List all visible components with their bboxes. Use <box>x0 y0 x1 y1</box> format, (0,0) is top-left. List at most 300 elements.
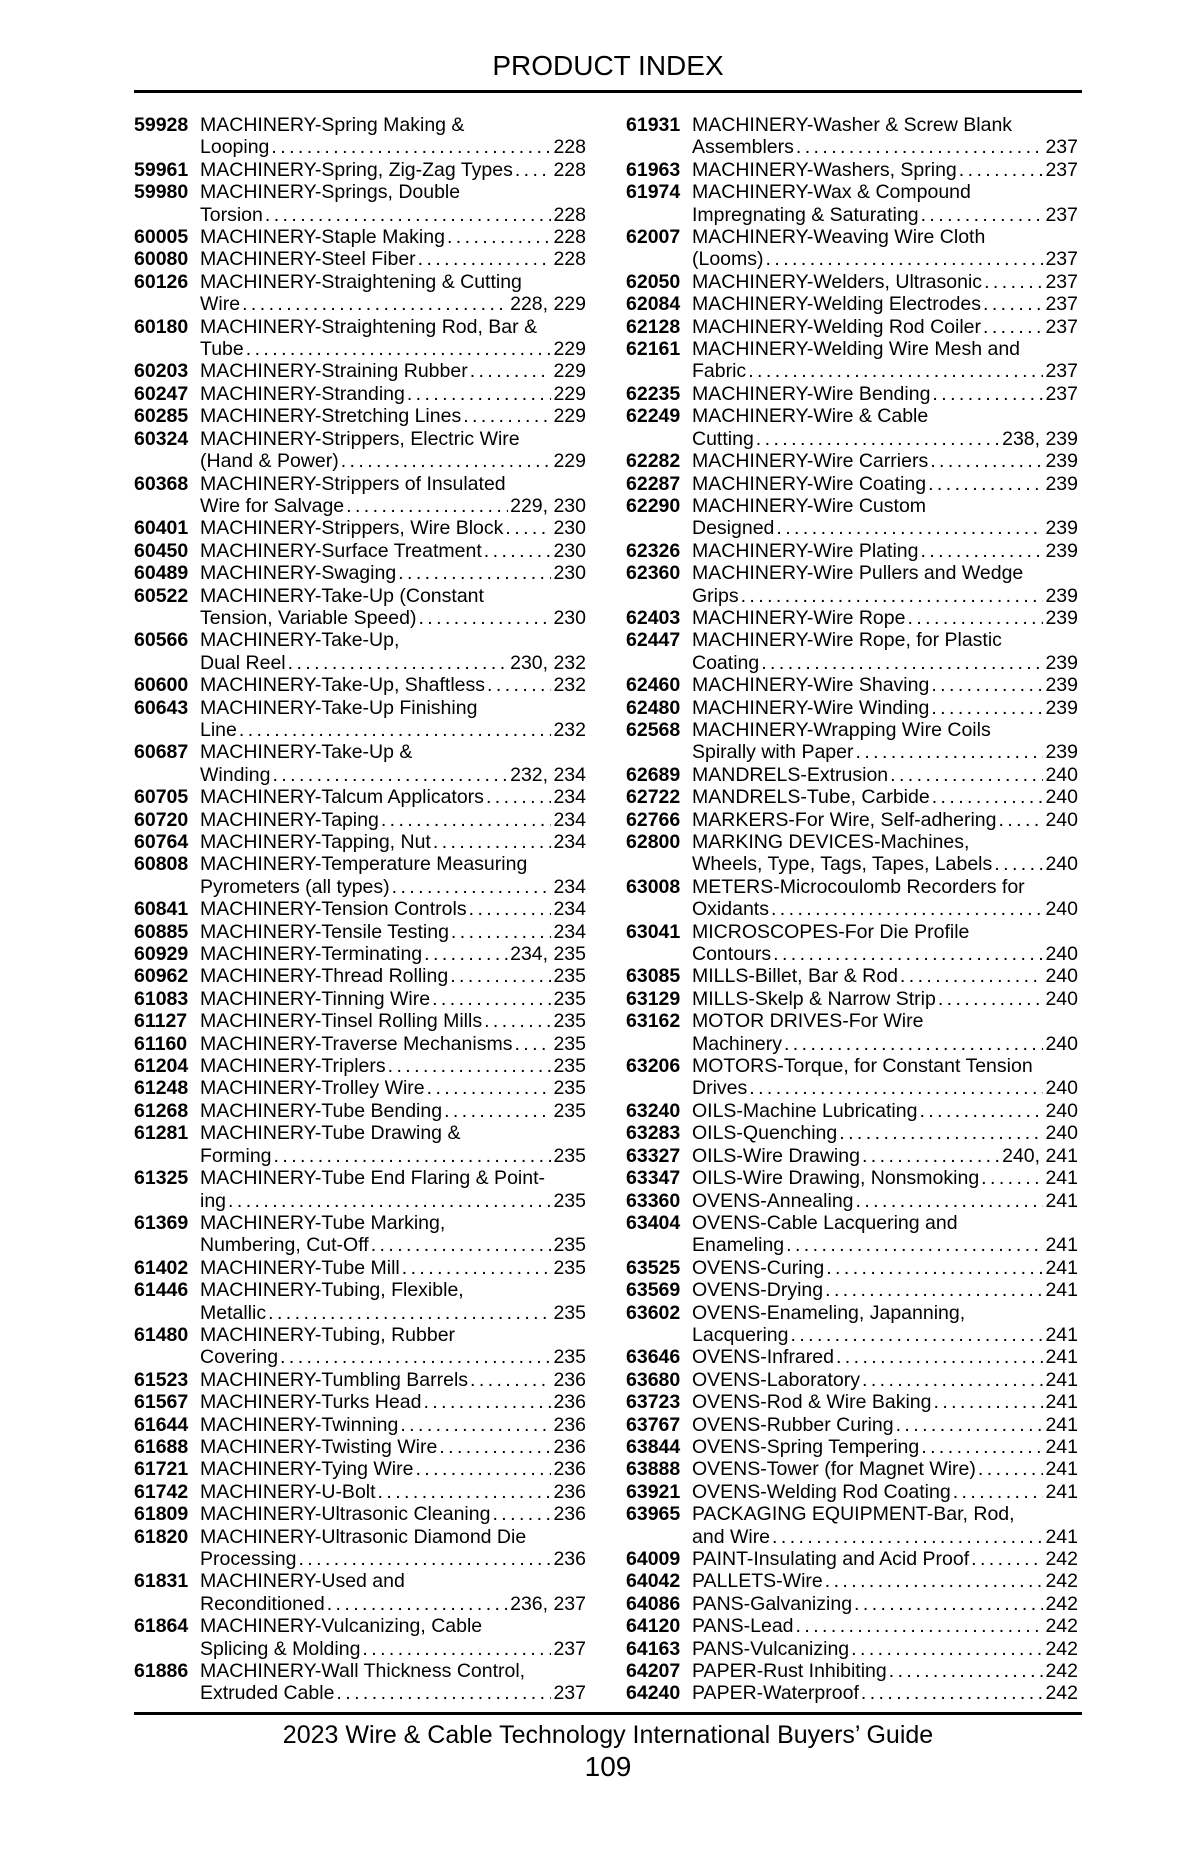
index-entry <box>626 1436 1078 1458</box>
dot-leader <box>921 204 1044 226</box>
dot-leader <box>265 204 552 226</box>
index-entry <box>626 1257 1078 1279</box>
entry-description: MACHINERY-Take-Up Finishing <box>200 696 478 719</box>
entry-code: 61480 <box>134 1323 189 1346</box>
entry-description: MACHINERY-Stretching Lines <box>200 405 462 428</box>
dot-leader <box>450 965 551 987</box>
dot-leader <box>930 450 1043 472</box>
entry-page-ref: 235 <box>553 1055 586 1078</box>
entry-description: MACHINERY-Straightening & Cutting <box>200 270 522 293</box>
dot-leader <box>855 741 1043 763</box>
entry-description: MACHINERY-Tinning Wire <box>200 987 431 1010</box>
entry-code: 62282 <box>626 450 681 473</box>
entry-description: Processing <box>200 1548 297 1570</box>
entry-page-ref: 237 <box>553 1682 586 1705</box>
entry-description: MACHINERY-Take-Up, <box>200 629 400 652</box>
entry-description: MACHINERY-Wire Custom <box>692 494 927 517</box>
index-entry <box>134 1100 586 1122</box>
dot-leader <box>242 293 508 315</box>
entry-page-ref: 236 <box>553 1391 586 1414</box>
entry-description: OILS-Quenching <box>692 1122 838 1145</box>
entry-page-ref: 242 <box>1045 1592 1078 1615</box>
entry-code: 63921 <box>626 1480 681 1503</box>
entry-page-ref: 235 <box>553 1010 586 1033</box>
entry-description: PANS-Vulcanizing <box>692 1637 850 1660</box>
index-entry <box>134 1033 586 1055</box>
entry-code: 60247 <box>134 382 189 405</box>
entry-code: 62403 <box>626 606 681 629</box>
dot-leader <box>444 1100 551 1122</box>
index-entry <box>134 473 586 518</box>
entry-page-ref: 230 <box>553 539 586 562</box>
entry-page-ref: 240 <box>1045 943 1078 966</box>
index-entry <box>134 271 586 316</box>
dot-leader <box>796 1615 1044 1637</box>
entry-code: 61402 <box>134 1256 189 1279</box>
index-entry <box>134 1526 586 1571</box>
entry-code: 60368 <box>134 472 189 495</box>
entry-code: 62689 <box>626 763 681 786</box>
entry-description: Grips <box>692 584 739 607</box>
entry-code: 62447 <box>626 629 681 652</box>
entry-page-ref: 241 <box>1045 1167 1078 1190</box>
entry-code: 62161 <box>626 338 681 361</box>
index-entry <box>626 1414 1078 1436</box>
entry-description: OVENS-Enameling, Japanning, <box>692 1301 966 1324</box>
entry-description: OVENS-Annealing <box>692 1189 854 1212</box>
entry-page-ref: 235 <box>553 1099 586 1122</box>
entry-description: MACHINERY-Temperature Measuring <box>200 853 528 876</box>
index-entry <box>134 786 586 808</box>
entry-description: Oxidants <box>692 898 769 921</box>
entry-page-ref: 239 <box>1045 472 1078 495</box>
entry-page-ref: 232 <box>553 718 586 741</box>
entry-code: 63569 <box>626 1279 681 1302</box>
entry-page-ref: 235 <box>553 1189 586 1212</box>
entry-description: MANDRELS-Tube, Carbide <box>692 786 930 809</box>
dot-leader <box>796 136 1044 158</box>
dot-leader <box>418 607 551 629</box>
entry-description: MACHINERY-Wire Carriers <box>692 450 929 473</box>
index-entry <box>134 1257 586 1279</box>
entry-description: MACHINERY-Tube End Flaring & Point- <box>200 1167 546 1190</box>
dot-leader <box>851 1638 1043 1660</box>
index-entry <box>626 607 1078 629</box>
entry-page-ref: 241 <box>1045 1189 1078 1212</box>
entry-page-ref: 240 <box>1045 763 1078 786</box>
index-entry <box>626 697 1078 719</box>
index-entry <box>626 405 1078 450</box>
entry-code: 59961 <box>134 158 189 181</box>
entry-description: (Looms) <box>692 248 764 271</box>
index-entry <box>626 629 1078 674</box>
entry-description: Tension, Variable Speed) <box>200 606 417 629</box>
dot-leader <box>486 786 552 808</box>
entry-description: MACHINERY-Talcum Applicators <box>200 786 484 809</box>
entry-code: 60600 <box>134 674 189 697</box>
entry-page-ref: 241 <box>1045 1391 1078 1414</box>
entry-page-ref: 236 <box>553 1548 586 1570</box>
entry-page-ref: 234 <box>553 898 586 921</box>
entry-description: MACHINERY-Wax & Compound <box>692 181 971 204</box>
entry-page-ref: 241 <box>1045 1346 1078 1369</box>
index-entry <box>626 495 1078 540</box>
dot-leader <box>981 1167 1043 1189</box>
entry-page-ref: 240 <box>1045 898 1078 921</box>
index-entry <box>134 226 586 248</box>
index-entry <box>134 405 586 427</box>
entry-code: 63525 <box>626 1256 681 1279</box>
entry-description: MACHINERY-Take-Up, Shaftless <box>200 674 486 697</box>
entry-page-ref: 242 <box>1045 1570 1078 1593</box>
entry-description: OVENS-Cable Lacquering and <box>692 1211 958 1234</box>
entry-description: MACHINERY-Wire Coating <box>692 472 927 495</box>
dot-leader <box>288 652 508 674</box>
entry-page-ref: 241 <box>1045 1525 1078 1548</box>
index-entry <box>134 921 586 943</box>
entry-page-ref: 237 <box>1045 158 1078 181</box>
entry-description: MACHINERY-Washer & Screw Blank <box>692 114 1013 136</box>
entry-code: 60566 <box>134 629 189 652</box>
entry-description: MACHINERY-Terminating <box>200 943 423 966</box>
entry-description: MACHINERY-Tube Marking, <box>200 1211 446 1234</box>
entry-description: PAINT-Insulating and Acid Proof <box>692 1548 970 1570</box>
index-entry <box>626 540 1078 562</box>
entry-page-ref: 236 <box>553 1480 586 1503</box>
entry-page-ref: 228, 229 <box>510 293 586 316</box>
dot-leader <box>272 764 508 786</box>
entry-code: 64163 <box>626 1637 681 1660</box>
entry-description: PAPER-Rust Inhibiting <box>692 1660 887 1683</box>
entry-description: OVENS-Drying <box>692 1279 824 1302</box>
entry-description: OVENS-Infrared <box>692 1346 834 1369</box>
index-entry <box>626 181 1078 226</box>
dot-leader <box>839 1122 1043 1144</box>
index-entry <box>134 360 586 382</box>
entry-code: 62007 <box>626 226 681 249</box>
entry-description: MICROSCOPES-For Die Profile <box>692 920 970 943</box>
entry-description: MACHINERY-U-Bolt <box>200 1480 376 1503</box>
index-entry <box>134 629 586 674</box>
entry-description: Machinery <box>692 1032 782 1055</box>
index-entry <box>626 226 1078 271</box>
entry-page-ref: 236 <box>553 1435 586 1458</box>
entry-page-ref: 239 <box>1045 696 1078 719</box>
entry-description: Lacquering <box>692 1323 789 1346</box>
dot-leader <box>861 1682 1044 1704</box>
entry-code: 61742 <box>134 1480 189 1503</box>
entry-description: MACHINERY-Wire Rope, for Plastic <box>692 629 1002 652</box>
entry-page-ref: 239 <box>1045 517 1078 540</box>
entry-page-ref: 229 <box>553 382 586 405</box>
entry-page-ref: 242 <box>1045 1615 1078 1638</box>
dot-leader <box>862 1369 1043 1391</box>
entry-description: MACHINERY-Tube Mill <box>200 1256 400 1279</box>
dot-leader <box>932 383 1043 405</box>
dot-leader <box>341 450 552 472</box>
entry-description: Line <box>200 718 237 741</box>
dot-leader <box>470 1369 551 1391</box>
dot-leader <box>938 988 1044 1010</box>
entry-page-ref: 235 <box>553 1032 586 1055</box>
entry-description: MACHINERY-Traverse Mechanisms <box>200 1032 513 1055</box>
index-entry <box>626 1167 1078 1189</box>
entry-code: 61963 <box>626 158 681 181</box>
entry-page-ref: 237 <box>1045 248 1078 271</box>
entry-description: MACHINERY-Tensile Testing <box>200 920 449 943</box>
entry-code: 61281 <box>134 1122 189 1145</box>
entry-code: 60687 <box>134 741 189 764</box>
entry-code: 61325 <box>134 1167 189 1190</box>
entry-code: 61268 <box>134 1099 189 1122</box>
dot-leader <box>327 1593 508 1615</box>
dot-leader <box>862 1145 1000 1167</box>
entry-code: 61974 <box>626 181 681 204</box>
dot-leader <box>825 1279 1043 1301</box>
entry-page-ref: 234 <box>553 875 586 898</box>
entry-description: MACHINERY-Tubing, Flexible, <box>200 1279 464 1302</box>
entry-code: 62460 <box>626 674 681 697</box>
index-entry <box>626 1212 1078 1257</box>
index-entry <box>134 965 586 987</box>
entry-description: MACHINERY-Washers, Spring <box>692 158 957 181</box>
entry-description: Cutting <box>692 427 754 450</box>
entry-page-ref: 230 <box>553 562 586 585</box>
index-entry <box>626 1660 1078 1682</box>
index-entry <box>626 338 1078 383</box>
entry-description: (Hand & Power) <box>200 450 339 473</box>
entry-description: METERS-Microcoulomb Recorders for <box>692 875 1025 898</box>
index-entry <box>626 159 1078 181</box>
entry-code: 61644 <box>134 1413 189 1436</box>
entry-page-ref: 232 <box>553 674 586 697</box>
entry-code: 63085 <box>626 965 681 988</box>
index-entry <box>134 988 586 1010</box>
entry-page-ref: 242 <box>1045 1548 1078 1570</box>
entry-page-ref: 241 <box>1045 1480 1078 1503</box>
entry-code: 63404 <box>626 1211 681 1234</box>
index-entry <box>134 741 586 786</box>
index-entry <box>626 450 1078 472</box>
dot-leader <box>919 1100 1043 1122</box>
index-entry <box>626 1302 1078 1347</box>
entry-description: PANS-Lead <box>692 1615 794 1638</box>
index-entry <box>134 1503 586 1525</box>
index-entry <box>626 1682 1078 1704</box>
entry-code: 60885 <box>134 920 189 943</box>
entry-description: MOTORS-Torque, for Constant Tension <box>692 1055 1033 1078</box>
entry-description: MACHINERY-Stranding <box>200 382 405 405</box>
index-entry <box>134 316 586 361</box>
entry-page-ref: 241 <box>1045 1256 1078 1279</box>
entry-description: MACHINERY-Surface Treatment <box>200 539 482 562</box>
entry-code: 64042 <box>626 1570 681 1593</box>
entry-code: 62290 <box>626 494 681 517</box>
entry-description: MACHINERY-Steel Fiber <box>200 248 416 271</box>
entry-page-ref: 237 <box>1045 315 1078 338</box>
index-entry <box>626 876 1078 921</box>
entry-description: Covering <box>200 1346 279 1369</box>
entry-code: 61204 <box>134 1055 189 1078</box>
entry-page-ref: 238, 239 <box>1002 427 1078 450</box>
entry-code: 63767 <box>626 1413 681 1436</box>
entry-page-ref: 228 <box>553 226 586 249</box>
entry-code: 63162 <box>626 1010 681 1033</box>
entry-description: OILS-Wire Drawing, Nonsmoking <box>692 1167 980 1190</box>
entry-code: 60203 <box>134 360 189 383</box>
entry-description: MACHINERY-Tying Wire <box>200 1458 414 1481</box>
entry-description: Designed <box>692 517 775 540</box>
entry-description: MACHINERY-Strippers of Insulated <box>200 472 506 495</box>
dot-leader <box>392 876 552 898</box>
entry-code: 63206 <box>626 1055 681 1078</box>
entry-description: MACHINERY-Take-Up (Constant <box>200 584 484 607</box>
entry-code: 59928 <box>134 114 189 136</box>
entry-page-ref: 237 <box>1045 293 1078 316</box>
entry-page-ref: 228 <box>553 136 586 159</box>
entry-code: 60324 <box>134 427 189 450</box>
dot-leader <box>424 943 508 965</box>
entry-description: Looping <box>200 136 270 159</box>
entry-description: MILLS-Billet, Bar & Rod <box>692 965 898 988</box>
entry-code: 63008 <box>626 875 681 898</box>
entry-description: MACHINERY-Tapping, Nut <box>200 831 431 853</box>
dot-leader <box>907 607 1043 629</box>
header-rule <box>134 90 1082 93</box>
entry-page-ref: 234 <box>553 786 586 809</box>
entry-description: OVENS-Spring Tempering <box>692 1435 920 1458</box>
entry-description: MACHINERY-Spring, Zig-Zag Types <box>200 158 513 181</box>
index-entry <box>134 1077 586 1099</box>
entry-code: 61446 <box>134 1279 189 1302</box>
entry-code: 60126 <box>134 270 189 293</box>
entry-description: MACHINERY-Trolley Wire <box>200 1077 425 1100</box>
entry-code: 62360 <box>626 562 681 585</box>
entry-code: 63129 <box>626 987 681 1010</box>
entry-code: 61688 <box>134 1435 189 1458</box>
entry-description: MILLS-Skelp & Narrow Strip <box>692 987 936 1010</box>
entry-code: 60180 <box>134 315 189 338</box>
entry-code: 62287 <box>626 472 681 495</box>
entry-page-ref: 240 <box>1045 1032 1078 1055</box>
index-entry <box>626 383 1078 405</box>
entry-page-ref: 235 <box>553 1144 586 1167</box>
entry-page-ref: 237 <box>1045 360 1078 383</box>
entry-description: MACHINERY-Used and <box>200 1570 405 1593</box>
dot-leader <box>515 159 552 181</box>
dot-leader <box>772 1526 1043 1548</box>
index-entry <box>134 898 586 920</box>
dot-leader <box>953 1481 1044 1503</box>
index-entry <box>134 1436 586 1458</box>
entry-page-ref: 236 <box>553 1413 586 1436</box>
index-entry <box>134 1212 586 1257</box>
index-entry <box>134 674 586 696</box>
dot-leader <box>889 1660 1044 1682</box>
index-entry <box>626 1593 1078 1615</box>
dot-leader <box>418 248 552 270</box>
entry-code: 61523 <box>134 1368 189 1391</box>
entry-code: 63041 <box>626 920 681 943</box>
entry-description: ing <box>200 1189 227 1212</box>
dot-leader <box>423 1391 551 1413</box>
entry-code: 63327 <box>626 1144 681 1167</box>
index-entry <box>134 1391 586 1413</box>
index-entry <box>134 1481 586 1503</box>
index-entry <box>626 1010 1078 1055</box>
index-entry <box>134 181 586 226</box>
entry-page-ref: 232, 234 <box>510 763 586 786</box>
entry-description: MACHINERY-Ultrasonic Cleaning <box>200 1503 491 1526</box>
entry-description: MACHINERY-Tinsel Rolling Mills <box>200 1010 483 1033</box>
index-entry <box>134 383 586 405</box>
index-entry <box>134 1279 586 1324</box>
entry-description: MACHINERY-Tubing, Rubber <box>200 1323 456 1346</box>
dot-leader <box>407 383 552 405</box>
index-entry <box>626 1481 1078 1503</box>
index-entry <box>626 1503 1078 1548</box>
dot-leader <box>463 405 551 427</box>
index-entry <box>626 764 1078 786</box>
index-entry <box>626 1190 1078 1212</box>
entry-code: 62766 <box>626 808 681 831</box>
index-entry <box>626 1145 1078 1167</box>
index-entry <box>134 831 586 853</box>
dot-leader <box>362 1638 551 1660</box>
index-entry <box>134 697 586 742</box>
index-entry <box>626 473 1078 495</box>
entry-description: PANS-Galvanizing <box>692 1592 853 1615</box>
entry-description: MACHINERY-Strippers, Wire Block <box>200 517 504 540</box>
entry-page-ref: 240, 241 <box>1002 1144 1078 1167</box>
index-column-left <box>134 114 586 1705</box>
entry-page-ref: 229, 230 <box>510 494 586 517</box>
dot-leader <box>931 674 1043 696</box>
entry-code: 60080 <box>134 248 189 271</box>
entry-code: 59980 <box>134 181 189 204</box>
index-entry <box>626 1122 1078 1144</box>
dot-leader <box>388 1055 552 1077</box>
entry-description: MACHINERY-Tube Drawing & <box>200 1122 461 1145</box>
entry-description: MACHINERY-Swaging <box>200 562 397 585</box>
entry-code: 60929 <box>134 943 189 966</box>
entry-code: 63360 <box>626 1189 681 1212</box>
dot-leader <box>773 943 1043 965</box>
entry-page-ref: 242 <box>1045 1660 1078 1683</box>
entry-page-ref: 240 <box>1045 987 1078 1010</box>
entry-code: 62568 <box>626 718 681 741</box>
index-entry <box>626 921 1078 966</box>
entry-code: 63646 <box>626 1346 681 1369</box>
index-entry <box>626 293 1078 315</box>
entry-description: MACHINERY-Wall Thickness Control, <box>200 1660 526 1683</box>
entry-code: 61886 <box>134 1660 189 1683</box>
entry-code: 61248 <box>134 1077 189 1100</box>
dot-leader <box>890 764 1043 786</box>
dot-leader <box>928 473 1043 495</box>
entry-page-ref: 242 <box>1045 1637 1078 1660</box>
dot-leader <box>994 853 1043 875</box>
entry-page-ref: 230 <box>553 606 586 629</box>
dot-leader <box>896 1414 1044 1436</box>
entry-code: 61864 <box>134 1615 189 1638</box>
dot-leader <box>971 1548 1043 1570</box>
entry-page-ref: 240 <box>1045 786 1078 809</box>
entry-page-ref: 241 <box>1045 1234 1078 1257</box>
entry-code: 60705 <box>134 786 189 809</box>
entry-page-ref: 229 <box>553 450 586 473</box>
dot-leader <box>920 540 1043 562</box>
